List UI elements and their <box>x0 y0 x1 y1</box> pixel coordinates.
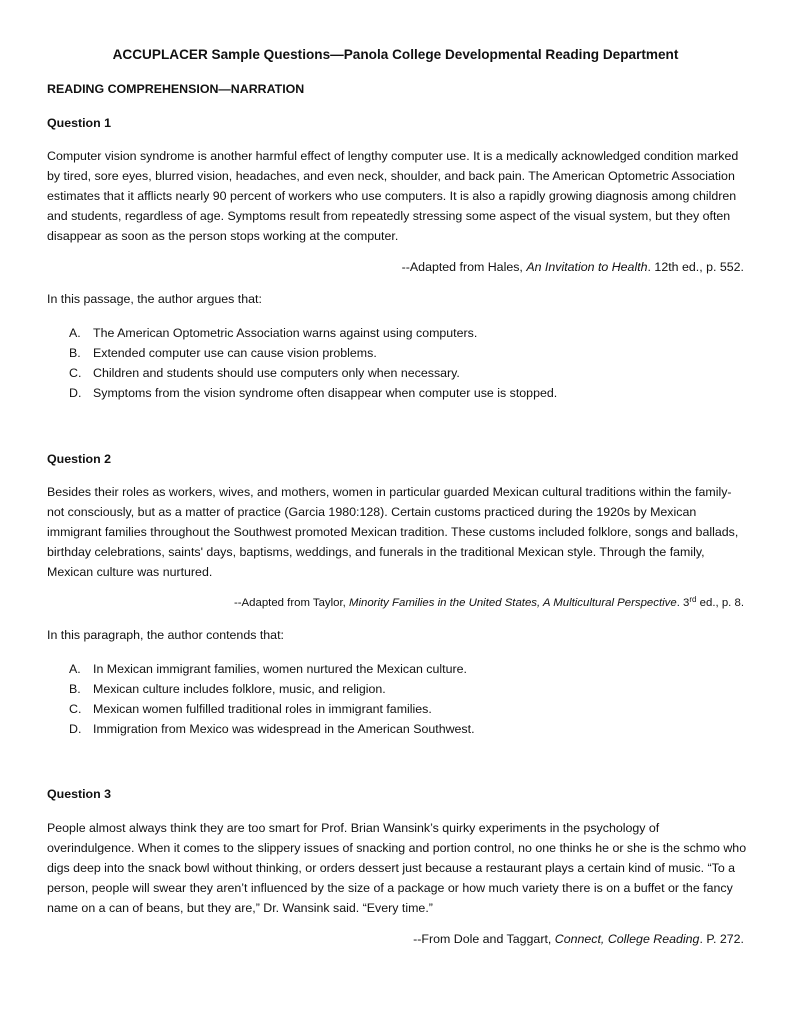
option-d: D. Symptoms from the vision syndrome often disappear when computer use is stopped. <box>69 386 558 400</box>
question-2-citation <box>234 597 744 609</box>
page-title: ACCUPLACER Sample Questions—Panola College Developmental Reading Department <box>112 47 679 62</box>
option-b: B. Mexican culture includes folklore, music, and religion. <box>69 682 386 696</box>
question-2-options <box>47 659 475 739</box>
question-3-citation <box>413 932 744 946</box>
question-1-passage: Computer vision syndrome is another harmful effect of lengthy computer use. It is a medically acknowledged condition marked by tired, sore eyes, blurred vision, headaches, and even neck, shoulder, and back pain. The American Optometric Association estimates that it afflicts nearly 90 percent of workers who use computers. It is also a rapidly growing diagnosis among children and students, regardless of age. Symptoms result from repeatedly stressing some aspect of the visual system, but they often disappear as soon as the person stops working at the computer. <box>47 149 739 243</box>
option-a: A. The American Optometric Association warns against using computers. <box>69 326 478 340</box>
question-3-passage: People almost always think they are too smart for Prof. Brian Wansink’s quirky experiments in the psychology of overindulgence. When it comes to the slippery issues of snacking and portion control, no one thinks he or she is the schmo who digs deep into the snack bowl without thinking, or orders dessert just because a restaurant plays a certain kind of music. “To a person, people will swear they aren’t influenced by the size of a package or how much variety there is on a buffet or the fancy name on a can of beans, but they are,” Dr. Wansink said. “Every time.” <box>47 821 747 915</box>
option-a: A. In Mexican immigrant families, women nurtured the Mexican culture. <box>69 662 467 676</box>
question-2-heading: Question 2 <box>47 452 112 466</box>
question-2-prompt: In this paragraph, the author contends that: <box>47 628 284 642</box>
citation-work: Connect, College Reading <box>554 932 700 946</box>
question-1-prompt: In this passage, the author argues that: <box>47 292 262 306</box>
question-1-citation <box>402 260 744 274</box>
option-b: B. Extended computer use can cause vision problems. <box>69 346 377 360</box>
option-c: C. Mexican women fulfilled traditional roles in immigrant families. <box>69 702 432 716</box>
question-2-passage: Besides their roles as workers, wives, and mothers, women in particular guarded Mexican cultural traditions within the family-not consciously, but as a matter of practice (Garcia 1980:128). Certain customs practiced during the 1920s by Mexican immigrant families throughout the Southwest promoted Mexican tradition. These customs included folklore, songs and ballads, birthday celebrations, saints' days, baptisms, weddings, and funerals in the traditional Mexican style. Through the family, Mexican culture was nurtured. <box>47 485 739 579</box>
citation-mid: . 3 <box>676 597 690 609</box>
citation-work: Minority Families in the United States, A Multicultural Perspective <box>348 597 677 609</box>
citation-suffix: . P. 272. <box>699 932 744 946</box>
citation-suffix: ed., p. 8. <box>696 597 744 609</box>
citation-superscript: rd <box>689 595 697 604</box>
citation-prefix: --Adapted from Hales, <box>401 260 527 274</box>
citation-prefix: --Adapted from Taylor, <box>233 597 349 609</box>
citation-suffix: . 12th ed., p. 552. <box>647 260 744 274</box>
option-d: D. Immigration from Mexico was widespread in the American Southwest. <box>69 722 475 736</box>
citation-work: An Invitation to Health <box>526 260 648 274</box>
section-heading: READING COMPREHENSION—NARRATION <box>47 82 305 96</box>
option-c: C. Children and students should use computers only when necessary. <box>69 366 460 380</box>
question-1-options <box>47 323 557 403</box>
citation-prefix: --From Dole and Taggart, <box>413 932 555 946</box>
question-3-heading: Question 3 <box>47 787 112 801</box>
question-1-heading: Question 1 <box>47 116 112 130</box>
